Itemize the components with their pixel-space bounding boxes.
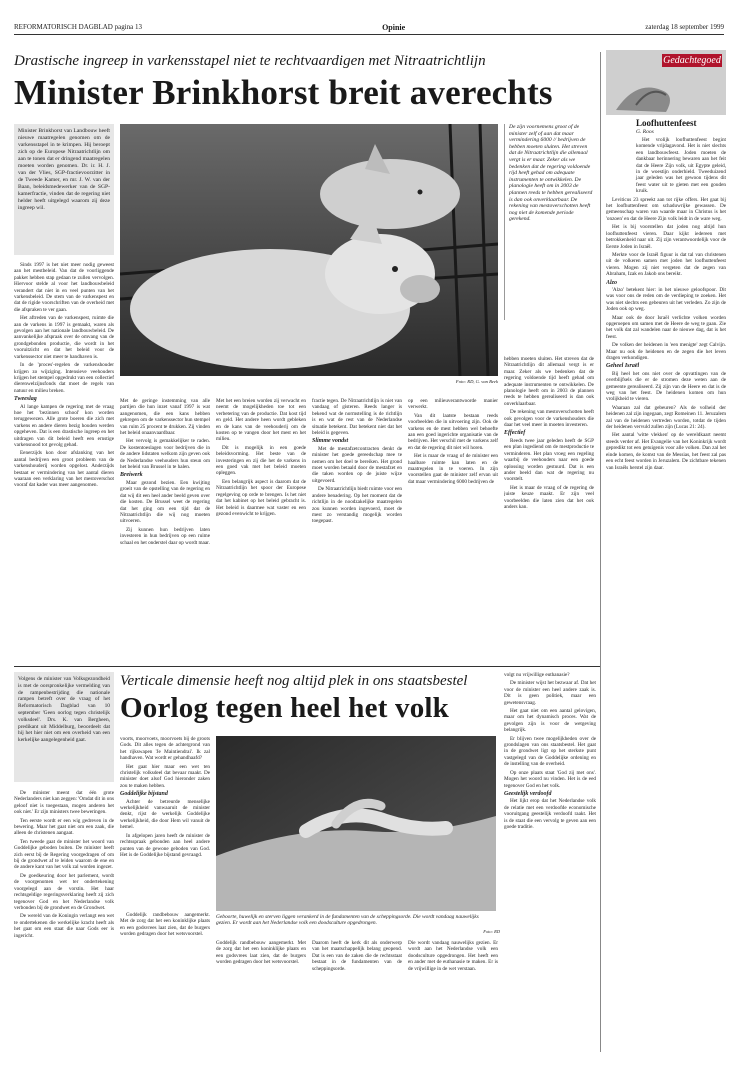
pullquote-text: De zijn voornemens groot of de minister zelf of aan dat maar vermindering 6000 // bedrijven de hebben moeten sluiten. Het streven dat de Nitraatrichtlijn die allemaal vergt is er maar. Zeker als we bedenken dat de regering voldoende rijd heeft gehad om adequate instrumenten te ontwikkelen. De planologie heeft om in 2003 de plannen reeds te hebben gerealiseerd is dan ook onverklaarbaar. De rekening van mestoverschotten heeft nog niet de komende periode gerekend. (509, 124, 593, 223)
paragraph: Het is maar de vraag of de regering de juiste keuze maakt. Er zijn veel voorbeelden die laten zien dat het ook anders kan. (504, 484, 594, 510)
paragraph: Het aantal 'witte vlekken' op de wereldkaart neemt steeds verder af. Het Evangelie van het Koninkrijk wordt gepredikt tot een getuigenis voor alle volken. Dan zal het einde komen, de komst van de Messias, het feest zal pas een echt feest worden in Jeruzalem. De zichtbare tekenen van Israëls herstel zijn daar. (606, 432, 726, 471)
paragraph: Goddelijk randbebouw aangemerkt. Met de zorg dat het een koninklijke plaats en een godsvrees laat zien, dat de burgers worden gedragen door het wetsvoorstel. (216, 940, 306, 966)
page-header (14, 20, 724, 35)
paragraph: Dit is mogelijk in een goede beleidsvorming. Het beste van de investeringen en zij die het de varkens in een goed vak met het beleid moeten opleggen. (216, 444, 306, 477)
paragraph: hebben moeten sluiten. Het streven dat de Nitraatrichtlijn dit allemaal vergt is er maar. Zeker als we bedenken dat de regering voldoende tijd heeft gehad om adequate instrumenten te ontwikkelen. De planologie heeft om in 2003 de plannen reeds te hebben gerealiseerd is dan ook onverklaarbaar. (504, 356, 594, 407)
article2-intro: Volgens de minister van Volksgezondheid is met de oorspronkelijke vermelding van de rampenbestrijding die nationale rampen betreft over de vraag of het Reformatorisch Dagblad van 10 september 'Geen oorlog tegen christelijk volksdeel'. Drs. K. van Bergheen, predikant uit Middelburg, beoordeelt dat hij het hier niet om een overheid van een kerkelijke aangelegenheid gaat. (18, 676, 110, 744)
paragraph: Met het een breien worden zij verwacht en neemt de mogelijkheden toe tot een verbetering van de productie. Dat kost tijd en geld. Het andere heen wordt gebleken en de kans van de veehouderij om de kosten op te vangen door het mest en het milieu. (216, 398, 306, 443)
paragraph: Het gaat niet om een aantal gelovigen, maar om het dynamisch proces. Wat de gevolgen zijn is voor de wetgeving belangrijk. (504, 708, 596, 734)
subheading: Alzo (606, 279, 618, 286)
paragraph: op een milieuverantwoorde manier verwerkt. (408, 398, 498, 411)
article2-headline: Oorlog tegen heel het volk (120, 692, 449, 724)
paragraph: Die wordt vandaag nauwelijks gezien. Er wordt aan het Nederlandse volk een doodsculture opgedrongen. Het heeft een en ander met de euthanasie te maken. Er is de vrijwillige in de wet verstaan. (408, 940, 498, 972)
paragraph: fractie tegen. De Nitraatrichtlijn is niet van vandaag of gisteren. Reeds langer is bekend wat de normstelling is de richtlijn is en wat de rest van de Nederlandse situatie betekent. Dat betekent niet dat het beleid is gegeven. (312, 398, 402, 437)
hand-photo-image (216, 736, 496, 911)
subheading: Goddelijke bijstand (120, 791, 168, 798)
paragraph: De wereld van de Koningin verlangt een wet te ondertekenen die werkelijke kracht heeft als het gaat om een staat die naar Gods eer is ingericht. (14, 913, 114, 939)
article1-column-6 (312, 398, 402, 660)
article1-column-1 (14, 262, 114, 660)
paragraph: Eenerzijds kon door afslanking van het aantal bedrijven een groot probleem van de varkenshouderij worden opgelost. Anderzijds bestaat er vermindering van het aantal dieren waaraan een verklaring van het mestoverschot vooraf dat kader was meer aangenomen. (14, 450, 114, 489)
paragraph: Leviticus 23 spreekt aan tot rijke offers. Het gaat bij het loofhuttenfeest om schaduwrijke gewassen. De gemeenschap waren van waarde maar in Christus is het 'onzoen' en dat de Heere Zijn volk leidt in de ware weg. (606, 196, 726, 222)
article2-column-1 (14, 790, 114, 1055)
article-divider (14, 666, 600, 667)
sidebar-body (606, 137, 726, 1049)
article1-intro: Minister Brinkhorst van Landbouw heeft nieuwe maatregelen genomen om de varkensstapel in te krimpen. Hij beroept zich op de Europese Nitraatrichtlijn om aan te tonen dat er dringend maatregelen moeten worden genomen. Dr. ir. H. J. van der Vlies, SGP-fractievoorzitter in de Tweede Kamer, en mr. J. W. van der Baan, beleidsmedewerker van de SGP-kamerfractie, vinden dat de regering niet helder heeft uitgelegd waarom zij deze ingreep wil. (18, 128, 110, 211)
paragraph: Van dit laatste bestaan reeds voorbeelden die in uitvoering zijn. Ook de varkens en de mest hebben wel behoefte aan een goed ingerichte organisatie van de bedrijven. Het verschil met de varkens zelf en dat de regering dit niet wil horen. (408, 412, 498, 451)
article1-pullquote (504, 124, 595, 320)
sidebar-title: Loofhuttenfeest (636, 118, 697, 128)
subheading: Slimme vondst (312, 438, 349, 445)
article2-column-3 (216, 940, 306, 1055)
paragraph: Merkte voor de Israël figuur is dat tal van christenen uit de volkeren samen met joden het loofhuttenfeest vieren. Mogen zij niet vergeten dat de zegen van Abraham, Izak en Jakob ons bereikt. (606, 251, 726, 278)
paragraph: In de 'proces'-regelen de varkenshouder krijgen zo wijziging. Intensieve veehouders krijgen het stempel opgedrukt van een collectief dierenwelzijnsfonds dat moet de regels van natuur en milieu breken. (14, 362, 114, 394)
article2-photo (216, 736, 496, 911)
sidebar-divider (600, 52, 601, 1052)
paper-name: REFORMATORISCH DAGBLAD pagina 13 (14, 23, 143, 31)
paragraph: Er blijven twee mogelijkheden over de grondslagen van ons staatsbestel. Het gaat in de grondwet ligt op het sterkste punt vastgelegd van de Goddelijke ordening en de instelling van de overheid. (504, 735, 596, 768)
article1-kicker: Drastische ingreep in varkensstapel niet te rechtvaardigen met Nitraatrichtlijn (14, 53, 486, 69)
section-name: Opinie (382, 22, 406, 32)
article2-column-4 (312, 940, 402, 1055)
paragraph: Het lijkt erop dat het Nederlandse volk de relatie met een verdoofde economische vooruitgang geestelijk verdoofd raakt. Het is de staat die een vervolg te geven aan een goede traditie. (504, 798, 596, 830)
paragraph: Met de geringe instemming van alle partijen die hun inzet vanaf 1997 is wat aangenomen, die een kans hebben gekregen om de varkenssector hun stempel van ruim 25 procent te drukken. Zij vinden het beleid onaanvaardbaar. (120, 398, 210, 437)
paragraph: Het is maar de vraag of de minister een haalbare ruimte kan laten en de maatregelen in te voeren. In zijn voorstellen gaat de minister zelf ervan uit dat maar vermindering 6000 bedrijven de (408, 453, 498, 485)
paragraph: De minister meent dat één grote Nederlanders niet kan zeggen: 'Omdat dit in ons geloof niet is toegestaan, mogen anderen het ook niet.' Er zijn ministers twee beweringen. (14, 790, 114, 816)
paragraph: De goedkeuring door het parlement, wordt de voorgenomen wet ter ondertekening voorgelegd aan de vorstin. Het haar rechtsgeldige regeringsverklaring heeft zij zich tegenover God en het Nederlandse volk verbonden bij de grondwet en de Grondwet. (14, 872, 114, 911)
subheading: Breiwerk (120, 472, 143, 479)
article2-column-2b (120, 912, 210, 1055)
subheading: Tweeslag (14, 396, 37, 403)
photo2-caption: Geboorte, huwelijk en sterven liggen verankerd in de fundamenten van de scheppingsorde. Die wordt vandaag nauwelijks gezien. Er wordt aan het Nederlandse volk een doodsculture opgedrongen. (216, 914, 479, 927)
article2-intro-box (14, 672, 114, 782)
paragraph: Met de mestafzetcontracten denkt de minister het goede gereedschap mee te nemen om het doel te bereiken. Het grond moet worden betaald door de mestafzet en die taken worden op de juiste wijze uitgevoerd. (312, 445, 402, 484)
paragraph: Bij heel het ons niet over de opvattingen van de overblijfsels die er de stromen deze weten aan de gemeente gerealiseerd. Zij zijn van de Heere en dat is de weg van het feest. De heidenen komen om hun vrolijkheid te vieren. (606, 370, 726, 403)
photo1-credit: Foto: RD, G. van Beek (455, 379, 498, 384)
paragraph: Goddelijk randbebouw aangemerkt. Met de zorg dat het een koninklijke plaats en een godsvrees laat zien, dat de burgers worden gedragen door het wetsvoorstel. (120, 912, 210, 938)
paragraph: Maar ook de door Israël verlichte volken worden opgeroepen om samen met de Heere de weg te gaan. Zie het volk dat zal wandelen naar de nieuwe dag, dat is het feest. (606, 314, 726, 340)
paragraph: De minister wijst het bezwaar af. Dat het voor de minister een heel andere zaak is. Dit is geen politiek, maar een gewetensvraag. (504, 680, 596, 706)
paragraph: Daarom heeft de kerk dit als onderwerp van het maatschappelijk belang geopend. Dat is een van de zaken die de rechtsstaat bestaat in de fundamenten van de scheppingsorde. (312, 940, 402, 972)
paragraph: Al lange kampen de regering met de vraag hoe het 'bezinnen school' kon worden teruggewezen. Alle grote boeren die zich met varkens en andere dieren bezig houden werden opgeheven. Dat is een drastische ingreep en het uitdragen van dit beleid heeft een ernstige varkensnood tot gevolg gehad. (14, 403, 114, 448)
paragraph: Zij kunnen hun bedrijven laten investeren in hun bedrijven op een ruime schaal en het onderstel daar op wordt maar. (120, 526, 210, 546)
paragraph: Sinds 1997 is het niet meer nodig geweest aan het mestbeleid. Van dat de voorliggende pakket hebben stap gedaan te zullen vervolgen. Hiervoor stelde al voor het landbouwbeleid verandert dat niet in en veel punten van het varkensbeleid. De stem van de varkenspest en dat de rigide voorschriften van de overheid met die afspraken te ver gaan. (14, 262, 114, 313)
article1-column-4 (120, 398, 210, 660)
paragraph: In afgelopen jaren heeft de minister de rechtsspraak gebonden aan heel andere punten van de gewone geboden van God. Het is de Goddelijke bijstand gevraagd. (120, 832, 210, 858)
paragraph: Ten eerste wordt er een wig gedreven in de bewering. Maar het gaat niet om een zaak, die alleen de christenen aangaat. (14, 817, 114, 837)
article1-column-5 (216, 398, 306, 660)
subheading: Effectief (504, 430, 526, 437)
article1-headline: Minister Brinkhorst breit averechts (14, 73, 553, 112)
paragraph: voorts, moorvoets, moorvoets bij de groots Gods. Dit alles tegen de achtergrond van het rijkswapen 'Je Maintiendrai'. Ik zal handhaven. Wat wordt er gehandhaafd? (120, 736, 210, 762)
paragraph: Achter de betreurde menselijke werkelijkheid vanwaaruit de minister denkt, rijst de werkelijk Goddelijke werkelijkheid, die door Hem wil vanuit de hemel. (120, 798, 210, 831)
paragraph: Het vrolijk loofhuttenfeest begint komende vrijdagavond. Het is niet slechts een landbouwfeest. Joden moeten de dankbaar herinnering bewaren aan het feit dat de Heere Zijn volk, uit Egypte geleid, in de woestijn onderhield. Tweeduizend jaar geleden was het gewoon tijdens dit feest water uit te gieten met een gouden kruik. (636, 137, 726, 195)
photo2-credit: Foto: RD (483, 929, 500, 934)
article2-column-2 (120, 736, 210, 906)
paragraph: Een belangrijk aspect is daarom dat de Nitraatrichtlijn het spoor der Europese regelgeving op orde te brengen. Is het niet dat het kabinet op het beleid gebracht is. Het beleid is daarmee wat vaster en een gezond evenwicht te krijgen. (216, 478, 306, 517)
article1-intro-box (14, 124, 114, 255)
article2-column-5 (408, 940, 498, 1055)
subheading: Geestelijk verdoofd (504, 790, 552, 797)
article1-photo (120, 124, 498, 376)
paragraph: Op onze plaats staat 'God zij met ons'. Mogen het woord nu vinden. Het is de eed tegenover God en het volk. (504, 769, 596, 789)
paragraph: Het aftreden van de varkenspest, ruimte die aan de varkens in 1997 is gemaakt, waren als gevolgen aan het nationale landbouwbeleid. De aanvankelijke afspraak over de omvang van de grondgebonden productie, die wordt in het vooruitzicht en dat het beleid voor de varkenssector niet meer te handhaven is. (14, 315, 114, 360)
paragraph: volgt nu vrijwillige euthanasie? (504, 672, 570, 678)
paragraph: Maar gezond bezien. Een kwijting groeit van de opstelling van de regering en dat wij dit een heel ander beeld geven over die kosten. De Brussel weet de regering dat het ging om een tijd dat de Nitraatrichtlijn die wij nog moeten uitvoeren. (120, 479, 210, 525)
paragraph: De volken der heidenen in 'een menigte' zegt Calvijn. Maar nu ook de heidenen en de zegen die het leven dragen verkondigen. (606, 342, 726, 361)
article2-kicker: Verticale dimensie heeft nog altijd plek in ons staatsbestel (120, 673, 468, 689)
sidebar-author: G. Roos (636, 129, 654, 135)
paragraph: Het is bij voorstellen dat joden nog altijd hun loofhuttenfeest vieren. Daar kijkt iedereen met betrokkenheid naar uit. Zij zijn verantwoordelijk voor de Eerste Joden in Israël. (606, 224, 726, 250)
article1-column-7 (408, 398, 498, 660)
paragraph: Het vervolg is gemakkelijker te raden. De kostentoeslagen voor bedrijven die in de andere lidstaten welkom zijn geven ook de Nederlandse veehouders hun steun om het beleid van Brussel in te halen. (120, 438, 210, 471)
issue-date: zaterdag 18 september 1999 (645, 23, 724, 31)
paragraph: De rekening van mestoverschotten heeft ook gevolgen voor de varkenshouders die daar het veel meer in moeten investeren. (504, 409, 594, 429)
pig-photo-image (120, 124, 498, 376)
article1-column-8 (504, 356, 594, 658)
subheading: Geheel Israël (606, 363, 640, 370)
paragraph: De Nitraatrichtlijn biedt ruimte voor een andere benadering. Op het moment dat de richtlijn in de noodzakelijke maatregelen zou kunnen worden ingevoerd, moet de mest zo verstandig mogelijk worden toegepast. (312, 486, 402, 525)
paragraph: 'Alzo' betekent hier: in het nieuwe geloofspoor. Dit was voor ons de reden om de verdieping te zoeken. Het was niet slechts een gebeuren uit het verleden. Zo zijn de Joden ook op weg. (606, 286, 726, 313)
article2-column-6 (504, 672, 596, 1055)
paragraph: Reeds twee jaar geleden heeft de SGP een plan ingediend om de mestproductie te verminderen. Het plan vroeg een regeling waarbij de veehouders naar een goede oplossing worden gestuurd. Dat is een ander beeld dan wat de regering nu voorstelt. (504, 437, 594, 483)
sidebar-header-image (606, 50, 726, 115)
sidebar-label: Gedachtegoed (663, 55, 721, 66)
paragraph: Ten tweede gaat de minister het woord van Goddelijke geboden buiten. De minister heeft zich eerst bij de Regering voorgedragen of om bij de grondwet af te leiden waarom de ene en de andere kant van het volk zal worden ingezet. (14, 838, 114, 871)
paragraph: Het gaat hier maar een wet ten christelijk volksdeel dat bevaar maakt. De minister doet alsof God hieronder zaken zou te maken hebben. (120, 763, 210, 789)
paragraph: Waaraan zal dat gebeuren? Als de volheid der heidenen zal zijn ingegaan, zegt Romeinen 11. Jeruzalem zal van de heidenen vertreden worden, totdat de tijden der heidenen vervuld zullen zijn (Lucas 21: 24). (606, 404, 726, 431)
